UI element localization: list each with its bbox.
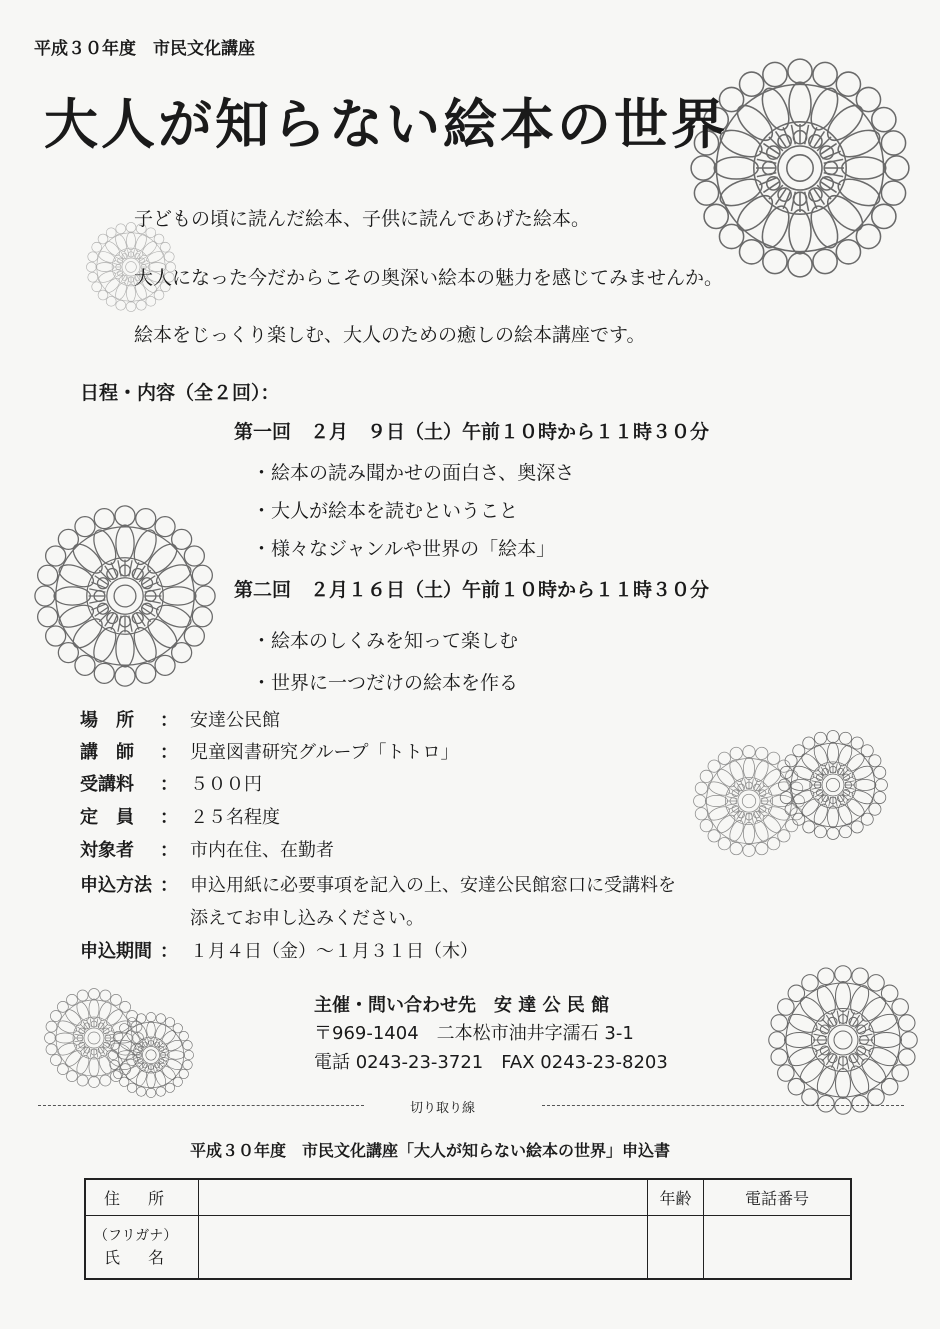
application-form-title: 平成３０年度 市民文化講座「大人が知らない絵本の世界」申込書 xyxy=(190,1141,671,1160)
application-form xyxy=(84,1178,852,1280)
schedule-heading: 日程・内容（全２回）： xyxy=(80,382,280,404)
phone-header: 電話番号 xyxy=(704,1179,852,1215)
contact-phone: 電話 0243-23-3721 FAX 0243-23-8203 xyxy=(314,1052,668,1073)
intro-line-3: 絵本をじっくり楽しむ、大人のための癒しの絵本講座です。 xyxy=(134,324,646,346)
info-label-venue: 場 所 xyxy=(80,710,134,731)
info-value-venue: 安達公民館 xyxy=(190,710,280,731)
session-1-topic-3: ・様々なジャンルや世界の「絵本」 xyxy=(252,538,556,560)
session-1-topic-2: ・大人が絵本を読むということ xyxy=(252,500,519,522)
doily-decoration-bottom-right xyxy=(768,965,918,1115)
session-1-label: 第一回 ２月 ９日（土）午前１０時から１１時３０分 xyxy=(234,421,710,443)
info-label-capacity: 定 員 xyxy=(80,807,134,828)
cut-line-right xyxy=(542,1105,904,1106)
doily-decoration-left-large xyxy=(34,505,216,687)
address-label: 住所 xyxy=(104,1188,193,1208)
info-value-fee: ５００円 xyxy=(190,774,262,795)
doily-decoration-right-mid-2 xyxy=(778,730,888,840)
info-label-eligibility: 対象者 xyxy=(80,840,134,861)
furigana-label: （フリガナ） xyxy=(94,1228,178,1245)
info-label-period: 申込期間 xyxy=(80,941,152,962)
info-value-capacity: ２５名程度 xyxy=(190,807,280,828)
session-2-label: 第二回 ２月１６日（土）午前１０時から１１時３０分 xyxy=(234,579,710,601)
session-2-topic-2: ・世界に一つだけの絵本を作る xyxy=(252,672,519,694)
info-label-instructor: 講 師 xyxy=(80,742,134,763)
info-value-method-line-2: 添えてお申し込みください。 xyxy=(190,908,424,929)
intro-line-1: 子どもの頃に読んだ絵本、子供に読んであげた絵本。 xyxy=(134,208,591,230)
name-label: 氏名 xyxy=(104,1248,193,1268)
info-colon: ： xyxy=(160,840,178,861)
info-label-fee: 受講料 xyxy=(80,774,134,795)
info-colon: ： xyxy=(160,774,178,795)
page-title: 大人が知らない絵本の世界 xyxy=(44,93,728,156)
cut-line-label: 切り取り線 xyxy=(410,1101,476,1116)
contact-organizer: 主催・問い合わせ先 安 達 公 民 館 xyxy=(314,995,610,1016)
cut-line-left xyxy=(38,1105,364,1106)
age-field[interactable] xyxy=(648,1215,704,1279)
info-colon: ： xyxy=(160,807,178,828)
address-label-cell xyxy=(85,1179,199,1215)
contact-address: 〒969-1404 二本松市油井字濡石 3-1 xyxy=(314,1023,634,1044)
series-subtitle: 平成３０年度 市民文化講座 xyxy=(34,39,255,59)
info-colon: ： xyxy=(160,875,178,896)
session-2-topic-1: ・絵本のしくみを知って楽しむ xyxy=(252,630,519,652)
info-label-method: 申込方法 xyxy=(80,875,152,896)
info-colon: ： xyxy=(160,742,178,763)
info-value-instructor: 児童図書研究グループ「トトロ」 xyxy=(190,742,459,763)
info-colon: ： xyxy=(160,710,178,731)
intro-line-2: 大人になった今だからこその奥深い絵本の魅力を感じてみませんか。 xyxy=(134,267,724,289)
name-label-cell xyxy=(85,1215,199,1279)
name-field[interactable] xyxy=(199,1215,648,1279)
address-field[interactable] xyxy=(199,1179,648,1215)
doily-decoration-bottom-left-2 xyxy=(108,1012,194,1098)
info-value-eligibility: 市内在住、在勤者 xyxy=(190,840,334,861)
session-1-topic-1: ・絵本の読み聞かせの面白さ、奥深さ xyxy=(252,462,575,484)
phone-field[interactable] xyxy=(704,1215,852,1279)
info-value-period: １月４日（金）～１月３１日（木） xyxy=(190,941,478,962)
info-value-method-line-1: 申込用紙に必要事項を記入の上、安達公民館窓口に受講料を xyxy=(190,875,676,896)
age-header: 年齢 xyxy=(648,1179,704,1215)
info-colon: ： xyxy=(160,941,178,962)
